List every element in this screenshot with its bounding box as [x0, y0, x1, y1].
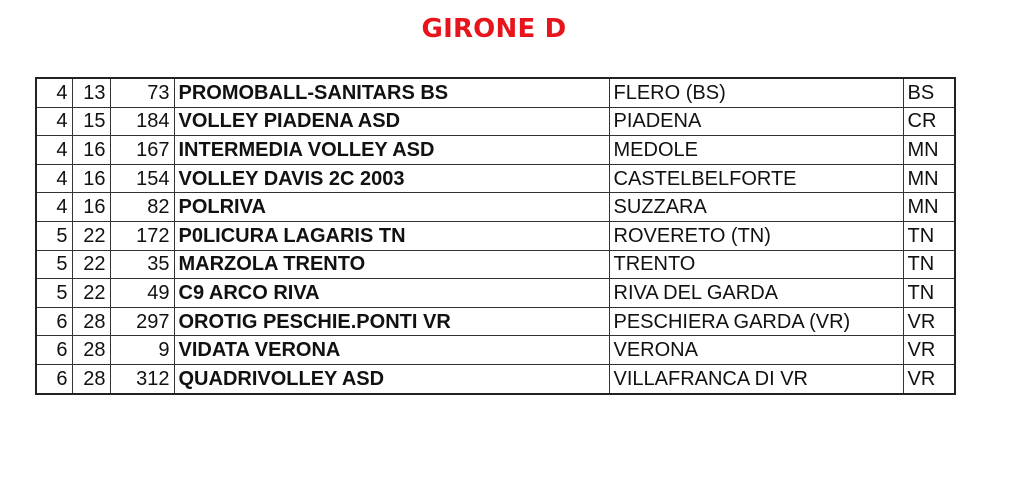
- table-row: [36, 136, 955, 165]
- table-row: [36, 193, 955, 222]
- town-cell: MEDOLE: [609, 136, 903, 165]
- table-row: [36, 336, 955, 365]
- code-cell: 297: [110, 307, 174, 336]
- town-cell: PIADENA: [609, 107, 903, 136]
- code-cell: 82: [110, 193, 174, 222]
- table-row: [36, 107, 955, 136]
- code-cell: 73: [110, 78, 174, 107]
- team-name-cell: MARZOLA TRENTO: [174, 250, 609, 279]
- teams-table-body: [36, 78, 955, 394]
- province-cell: MN: [903, 193, 955, 222]
- code-cell: 167: [110, 136, 174, 165]
- table-row: [36, 164, 955, 193]
- position-cell: 16: [72, 193, 110, 222]
- team-name-cell: VOLLEY DAVIS 2C 2003: [174, 164, 609, 193]
- town-cell: VERONA: [609, 336, 903, 365]
- code-cell: 35: [110, 250, 174, 279]
- town-cell: RIVA DEL GARDA: [609, 279, 903, 308]
- town-cell: TRENTO: [609, 250, 903, 279]
- town-cell: PESCHIERA GARDA (VR): [609, 307, 903, 336]
- team-name-cell: VIDATA VERONA: [174, 336, 609, 365]
- position-cell: 13: [72, 78, 110, 107]
- position-cell: 28: [72, 307, 110, 336]
- team-name-cell: PROMOBALL-SANITARS BS: [174, 78, 609, 107]
- table-row: [36, 250, 955, 279]
- group-cell: 4: [36, 107, 72, 136]
- group-cell: 4: [36, 164, 72, 193]
- code-cell: 312: [110, 364, 174, 393]
- town-cell: FLERO (BS): [609, 78, 903, 107]
- group-cell: 6: [36, 336, 72, 365]
- code-cell: 172: [110, 221, 174, 250]
- position-cell: 22: [72, 279, 110, 308]
- group-cell: 5: [36, 279, 72, 308]
- position-cell: 22: [72, 250, 110, 279]
- table-row: [36, 307, 955, 336]
- group-cell: 5: [36, 250, 72, 279]
- position-cell: 16: [72, 164, 110, 193]
- province-cell: MN: [903, 164, 955, 193]
- town-cell: ROVERETO (TN): [609, 221, 903, 250]
- position-cell: 16: [72, 136, 110, 165]
- province-cell: TN: [903, 221, 955, 250]
- code-cell: 9: [110, 336, 174, 365]
- table-row: [36, 78, 955, 107]
- team-name-cell: OROTIG PESCHIE.PONTI VR: [174, 307, 609, 336]
- town-cell: VILLAFRANCA DI VR: [609, 364, 903, 393]
- code-cell: 184: [110, 107, 174, 136]
- teams-table: [35, 77, 956, 395]
- team-name-cell: INTERMEDIA VOLLEY ASD: [174, 136, 609, 165]
- team-name-cell: QUADRIVOLLEY ASD: [174, 364, 609, 393]
- page-title: GIRONE D: [421, 14, 567, 44]
- town-cell: SUZZARA: [609, 193, 903, 222]
- team-name-cell: VOLLEY PIADENA ASD: [174, 107, 609, 136]
- group-cell: 4: [36, 136, 72, 165]
- province-cell: VR: [903, 336, 955, 365]
- position-cell: 28: [72, 364, 110, 393]
- province-cell: BS: [903, 78, 955, 107]
- position-cell: 15: [72, 107, 110, 136]
- town-cell: CASTELBELFORTE: [609, 164, 903, 193]
- province-cell: VR: [903, 364, 955, 393]
- table-row: [36, 279, 955, 308]
- position-cell: 28: [72, 336, 110, 365]
- group-cell: 5: [36, 221, 72, 250]
- group-cell: 6: [36, 364, 72, 393]
- province-cell: TN: [903, 250, 955, 279]
- position-cell: 22: [72, 221, 110, 250]
- table-row: [36, 364, 955, 393]
- code-cell: 154: [110, 164, 174, 193]
- province-cell: CR: [903, 107, 955, 136]
- province-cell: VR: [903, 307, 955, 336]
- code-cell: 49: [110, 279, 174, 308]
- table-row: [36, 221, 955, 250]
- group-cell: 6: [36, 307, 72, 336]
- team-name-cell: C9 ARCO RIVA: [174, 279, 609, 308]
- province-cell: TN: [903, 279, 955, 308]
- province-cell: MN: [903, 136, 955, 165]
- team-name-cell: P0LICURA LAGARIS TN: [174, 221, 609, 250]
- group-cell: 4: [36, 193, 72, 222]
- team-name-cell: POLRIVA: [174, 193, 609, 222]
- group-cell: 4: [36, 78, 72, 107]
